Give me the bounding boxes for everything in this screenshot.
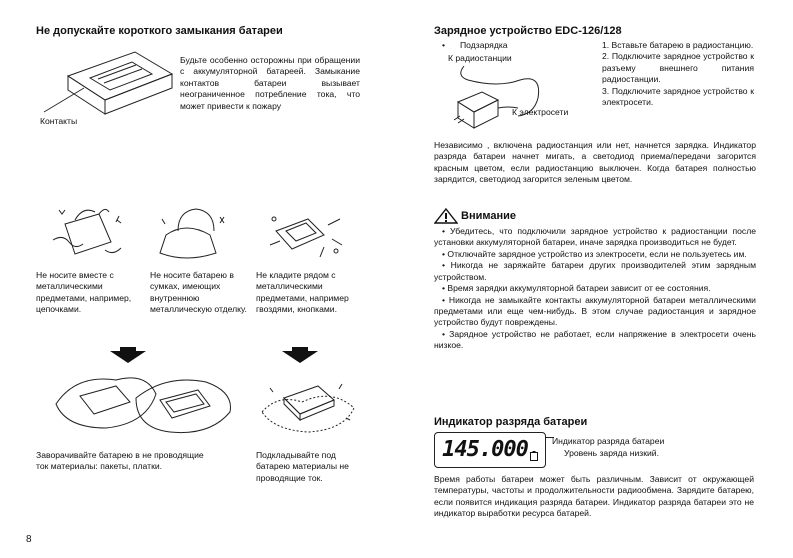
step-3: 3. Подключите зарядное устройство к электросети. bbox=[602, 85, 754, 108]
attention-item: • Время зарядки аккумуляторной батареи зависит от ее состояния. bbox=[442, 283, 711, 294]
bullet: • bbox=[442, 40, 446, 50]
attention-item: • Зарядное устройство не работает, если напряжение в электросети очень низкое. bbox=[434, 328, 756, 351]
label-to-outlet: К электросети bbox=[512, 107, 569, 117]
wrapped-battery-illustration bbox=[46, 364, 236, 440]
attention-list bbox=[434, 226, 756, 352]
attention-item: • Никогда не заряжайте батареи других производителей этим зарядным устройством. bbox=[434, 260, 756, 282]
bag-illustration bbox=[150, 205, 240, 265]
attention-item: • Отключайте зарядное устройство из электросети, если не пользуетесь им. bbox=[442, 248, 747, 259]
nails-illustration bbox=[262, 205, 352, 265]
underlay-text: Подкладывайте под батарею материалы не проводящие ток. bbox=[256, 450, 349, 483]
arrow-down-icon bbox=[110, 347, 146, 363]
indicator-heading: Индикатор разряда батареи bbox=[434, 416, 588, 428]
chain-illustration bbox=[45, 200, 135, 264]
attention-item: • Никогда не замыкайте контакты аккумуляторной батареи металлическими предметами или еще чем-нибудь. В этом случае радиостанция и зарядное устройство будут повреждены. bbox=[434, 294, 756, 328]
charger-heading: Зарядное устройство EDC-126/128 bbox=[434, 25, 622, 37]
lcd-display bbox=[434, 432, 546, 468]
warning-chains: Не носите вместе с металлическими предметами, например, цепочками. bbox=[36, 270, 132, 315]
step-1: 1. Вставьте батарею в радиостанцию. bbox=[602, 40, 754, 50]
arrow-down-icon bbox=[282, 347, 318, 363]
warning-nails: Не кладите рядом с металлическими предметами, например гвоздями, кнопками. bbox=[256, 270, 349, 315]
left-heading: Не допускайте короткого замыкания батареи bbox=[36, 25, 283, 37]
battery-on-cloth-illustration bbox=[258, 368, 358, 438]
battery-low-icon bbox=[530, 451, 538, 461]
attention-header bbox=[434, 208, 516, 224]
charger-illustration bbox=[452, 62, 548, 132]
indicator-text: Время работы батареи может быть различным. Зависит от окружающей температуры, частоты и продолжительности радиообмена. Зарядите батарею, если появится индикация разряда батареи. Индикатор разряда батареи это не индикатор выработки ресурса батарей. bbox=[434, 474, 754, 519]
wrap-text: Заворачивайте батарею в не проводящие ток материалы: пакеты, платки. bbox=[36, 450, 204, 472]
attention-item: • Убедитесь, что подключили зарядное устройство к радиостанции после установки аккумуляторной батареи, иначе зарядка производиться не будет. bbox=[434, 226, 756, 248]
charging-intro: Независимо , включена радиостанция или нет, начнется зарядка. Индикатор разряда батареи начнет мигать, а светодиод приема/передачи загорится красным цветом, если радиостанцию выключен. Когда батарея полностью зарядится, светодиод загорится зеленым цветом. bbox=[434, 140, 756, 185]
attention-heading: Внимание bbox=[461, 209, 516, 222]
warning-bags: Не носите батарею в сумках, имеющих внутреннюю металлическую отделку. bbox=[150, 270, 247, 315]
label-to-radio: К радиостанции bbox=[448, 53, 512, 63]
lcd-label-1: Индикатор разряда батареи bbox=[552, 436, 665, 446]
battery-contacts-illustration bbox=[40, 46, 175, 126]
label-charger: Подзарядка bbox=[460, 40, 508, 50]
lcd-label-2: Уровень заряда низкий. bbox=[564, 448, 659, 458]
page-number: 8 bbox=[26, 534, 32, 545]
contacts-label: Контакты bbox=[40, 116, 78, 126]
lcd-value: 145.000 bbox=[442, 437, 528, 463]
warning-triangle-icon bbox=[434, 208, 458, 224]
caution-text: Будьте особенно осторожны при обращении с аккумуляторной батареей. Замыкание контактов батареи вызывает неограниченное потребление тока, что может привести к пожару bbox=[180, 55, 360, 111]
step-2: 2. Подключите зарядное устройство к разъему внешнего питания радиостанции. bbox=[602, 51, 754, 85]
charging-steps bbox=[602, 40, 754, 109]
